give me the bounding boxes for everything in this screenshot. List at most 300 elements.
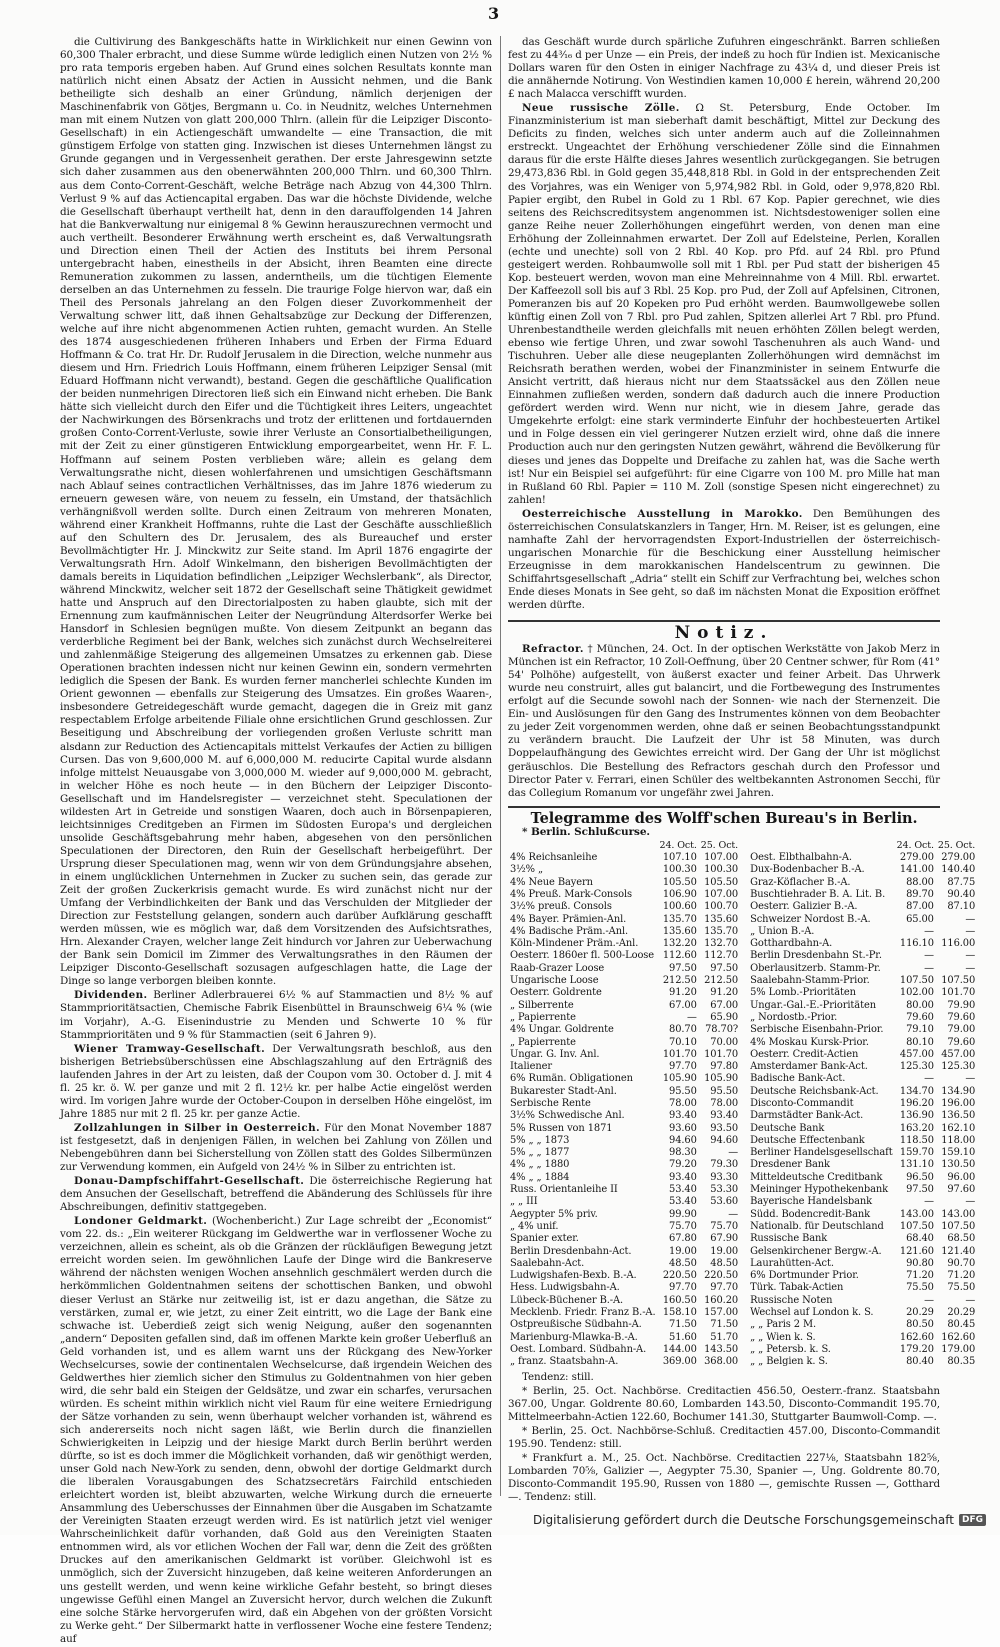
table-row — [508, 1073, 740, 1085]
security-name: Berlin Dresdenbahn St.-Pr. — [750, 950, 882, 962]
quote-value: 136.50 — [941, 1110, 976, 1122]
table-row — [748, 1344, 977, 1356]
security-name: 4% Preuß. Mark-Consols — [510, 888, 633, 900]
quote-value: 90.70 — [947, 1257, 976, 1269]
quote-value: 53.40 — [669, 1196, 697, 1208]
security-name: Gotthardbahn-A. — [750, 938, 833, 950]
quote-value: 135.60 — [662, 925, 697, 937]
quote-value: 20.29 — [906, 1307, 934, 1319]
security-name: Bayerische Handelsbank — [750, 1196, 873, 1208]
quote-value: 125.30 — [941, 1061, 976, 1073]
security-name: Buschtiehrader B. A. Lit. B. — [750, 888, 886, 900]
quote-value: — — [924, 962, 934, 974]
security-name: 4% Reichsanleihe — [510, 852, 598, 864]
security-name: Bukarester Stadt-Anl. — [510, 1085, 617, 1097]
quote-value: 107.00 — [704, 888, 739, 900]
quote-value: 279.00 — [899, 852, 934, 864]
header-cell: 25. Oct. — [700, 839, 739, 851]
quote-value: 179.20 — [899, 1343, 934, 1355]
quotation-table-right — [748, 840, 977, 1369]
quote-value: 97.70 — [669, 1282, 697, 1294]
security-name: „ Papierrente — [510, 1011, 576, 1023]
telegram-followups — [508, 1371, 940, 1504]
table-row — [748, 987, 977, 999]
table-row — [508, 889, 740, 901]
left-column — [60, 36, 492, 1647]
quote-value: 67.80 — [669, 1233, 697, 1245]
article-text: das Geschäft wurde durch spärliche Zufuhren eingeschränkt. Barren schließen fest zu 44³⁄₁₆ d per Unze — ein Preis, der indeß zu hoch für Indien ist. Mexicanische Dollars waren für den Osten in einiger Nachfrage zu 43¼ d, und dieser Preis ist die annähernde Notirung. Von Westindien kamen 10,000 £ herein, während 20,200 £ nach Malacca verschifft wurden. — [508, 36, 940, 101]
table-row — [748, 1024, 977, 1036]
notiz-heading: Notiz. — [508, 620, 940, 640]
security-name: 6% Dortmunder Prior. — [750, 1270, 859, 1282]
quote-value: 79.60 — [906, 1011, 934, 1023]
table-row — [748, 950, 977, 962]
right-article — [508, 36, 940, 101]
quote-value: 70.00 — [710, 1036, 739, 1048]
article-text: Den Bemühungen des österreichischen Consulatskanzlers in Tanger, Hrn. M. Reiser, ist es gelungen, eine namhafte Zahl der hervorragendsten Export-Industriellen der österreichisch-ungarischen Monarchie für die Beschickung einer Ausstellung heimischer Erzeugnisse in dem marokkanischen Handelscentrum zu gewinnen. Die Schiffahrtsgesellschaft „Adria“ stellt ein Schiff zur Verfrachtung bei, welches schon Ende dieses Monats in See geht, so daß im nächsten Monat die Exposition eröffnet werden dürfte. — [508, 507, 940, 612]
table-row — [748, 1356, 977, 1368]
quote-value: 51.60 — [669, 1331, 697, 1343]
quote-value: 93.50 — [710, 1122, 739, 1134]
quote-value: 98.30 — [669, 1147, 697, 1159]
quote-value: 93.40 — [669, 1110, 697, 1122]
quote-value: 53.40 — [669, 1184, 697, 1196]
table-row — [748, 1221, 977, 1233]
quote-value: 67.00 — [710, 999, 739, 1011]
quote-value: 75.50 — [947, 1282, 976, 1294]
quote-value: 95.50 — [669, 1085, 697, 1097]
quote-value: — — [965, 1073, 976, 1085]
table-header — [748, 840, 977, 852]
quote-value: 94.60 — [710, 1134, 739, 1146]
table-row — [508, 1307, 740, 1319]
quote-value: 101.70 — [941, 987, 976, 999]
quote-value: 157.00 — [704, 1307, 739, 1319]
table-row — [508, 852, 740, 864]
quote-value: — — [965, 925, 976, 937]
dfg-logo-icon: DFG — [959, 1514, 986, 1526]
table-row — [748, 1123, 977, 1135]
quote-value: 116.00 — [941, 938, 976, 950]
table-row — [508, 914, 740, 926]
notiz-text: † München, 24. Oct. In der optischen Werkstätte von Jakob Merz in München ist ein Refractor, 10 Zoll-Oeffnung, über 20 Centner schwer, für Rom (41° 54' Polhöhe) aufgestellt, von äußerst exacter und feiner Arbeit. Das Uhrwerk wurde neu construirt, alles gut balancirt, und die Fortbewegung des Instrumentes erfolgt auf die Secunde sowohl nach der Sonnen- wie nach der Sternenzeit. Die Ein- und Auslösungen für den Gang des Instrumentes können von dem Beobachter zu jeder Zeit vorgenommen werden, ohne daß er seinen Beobachtungsstandpunkt zu verändern braucht. Die Laufzeit der Uhr ist 58 Minuten, was durch Doppelaufhängung des Gewichtes erreicht wird. Der Gang der Uhr ist möglichst geräuschlos. Die Bestellung des Refractors geschah durch den Professor und Director Pater v. Ferrari, einen Schüler des weltbekannten Astronomen Secchi, für das Collegium Romanum vor ungefähr zwei Jahren. — [508, 643, 940, 799]
quote-value: 96.00 — [947, 1171, 976, 1183]
quote-value: 53.30 — [710, 1184, 739, 1196]
security-name: „ „ III — [510, 1196, 538, 1208]
table-row — [508, 1221, 740, 1233]
security-name: Raab-Grazer Loose — [510, 962, 605, 974]
security-name: 4% „ „ 1880 — [510, 1159, 570, 1171]
quote-value: 99.90 — [669, 1208, 697, 1220]
table-row — [748, 1319, 977, 1331]
security-name: Darmstädter Bank-Act. — [750, 1110, 864, 1122]
quote-value: 68.50 — [947, 1233, 976, 1245]
security-name: 4% Moskau Kursk-Prior. — [750, 1036, 869, 1048]
table-row — [748, 1270, 977, 1282]
quote-value: 97.50 — [906, 1184, 934, 1196]
security-name: Mecklenb. Friedr. Franz B.-A. — [510, 1307, 656, 1319]
security-name: 3½% „ — [510, 864, 543, 876]
table-row — [508, 1233, 740, 1245]
quote-value: 116.10 — [899, 938, 934, 950]
quote-value: 100.30 — [662, 864, 697, 876]
table-row — [748, 864, 977, 876]
security-name: 3½% Schwedische Anl. — [510, 1110, 625, 1122]
quote-value: 71.50 — [710, 1319, 739, 1331]
security-name: Amsterdamer Bank-Act. — [750, 1061, 868, 1073]
quote-value: 96.50 — [906, 1171, 934, 1183]
security-name: Serbische Eisenbahn-Prior. — [750, 1024, 884, 1036]
quote-value: 75.50 — [906, 1282, 934, 1294]
quote-value: 97.70 — [710, 1282, 739, 1294]
quote-value: 179.00 — [941, 1343, 976, 1355]
security-name: Gelsenkirchener Bergw.-A. — [750, 1245, 882, 1257]
security-name: Mitteldeutsche Creditbank — [750, 1171, 883, 1183]
table-row — [508, 1098, 740, 1110]
table-row — [508, 1049, 740, 1061]
quote-value: 95.50 — [710, 1085, 739, 1097]
quote-value: 196.20 — [899, 1098, 934, 1109]
quote-value: — — [965, 962, 976, 974]
security-name: 3½% preuß. Consols — [510, 901, 612, 913]
table-row — [508, 1246, 740, 1258]
quotation-table-left — [508, 840, 740, 1369]
telegram-subheading: * Berlin. Schlußcurse. — [522, 825, 650, 838]
quote-value: 79.10 — [906, 1024, 934, 1036]
security-name: Disconto-Commandit — [750, 1098, 854, 1109]
quote-value: 67.90 — [710, 1233, 739, 1245]
security-name: Oesterr. Credit-Actien — [750, 1048, 859, 1060]
security-name: Berliner Handelsgesellschaft — [750, 1147, 893, 1159]
quote-value: 89.70 — [906, 888, 934, 900]
quote-value: 79.30 — [710, 1159, 739, 1171]
quote-value: 118.00 — [941, 1134, 976, 1146]
quote-value: 105.50 — [662, 876, 697, 888]
quote-value: 160.50 — [662, 1294, 697, 1306]
quote-value: 107.50 — [941, 1220, 976, 1232]
quote-value: 93.30 — [710, 1171, 739, 1183]
quote-value: 97.50 — [710, 962, 739, 974]
table-row — [508, 1061, 740, 1073]
quote-value: 196.00 — [941, 1098, 976, 1109]
article-heading: Oesterreichische Ausstellung in Marokko. — [522, 507, 803, 520]
quote-value: 78.70? — [705, 1024, 739, 1036]
quote-value: 87.10 — [947, 901, 976, 913]
table-row — [748, 1196, 977, 1208]
table-row — [748, 963, 977, 975]
table-row — [508, 1000, 740, 1012]
table-row — [508, 926, 740, 938]
quote-value: 130.50 — [941, 1159, 976, 1171]
quote-value: 80.40 — [906, 1356, 934, 1368]
quote-value: 100.70 — [704, 901, 739, 913]
table-row — [508, 1012, 740, 1024]
table-row — [748, 1049, 977, 1061]
quote-value: 212.50 — [704, 975, 739, 987]
left-article — [60, 1043, 492, 1121]
right-article — [508, 508, 940, 612]
quote-value: 112.70 — [704, 950, 739, 962]
quote-value: 121.60 — [899, 1245, 934, 1257]
quote-value: 94.60 — [669, 1134, 697, 1146]
table-row — [748, 1000, 977, 1012]
table-row — [748, 1184, 977, 1196]
quote-value: 107.50 — [899, 975, 934, 987]
table-row — [508, 1172, 740, 1184]
table-row — [748, 1307, 977, 1319]
security-name: Oest. Elbthalbahn-A. — [750, 852, 852, 864]
quote-value: 80.70 — [669, 1024, 697, 1036]
security-name: Spanier exter. — [510, 1233, 579, 1245]
quote-value: 80.00 — [906, 999, 934, 1011]
security-name: Italiener — [510, 1061, 552, 1073]
table-row — [508, 1159, 740, 1171]
security-name: 5% Russen von 1871 — [510, 1122, 613, 1134]
quote-value: 65.90 — [710, 1011, 739, 1023]
security-name: „ Silberrente — [510, 999, 574, 1011]
table-row — [748, 975, 977, 987]
table-row — [508, 1184, 740, 1196]
quote-value: 48.50 — [669, 1257, 697, 1269]
quote-value: 121.40 — [941, 1245, 976, 1257]
quote-value: 132.20 — [662, 938, 697, 950]
article-text: Der Verwaltungsrath beschloß, aus den bisherigen Betriebsüberschüssen eine Abschlagszahlung auf den Erträgniß des laufenden Jahres in der Art zu leisten, daß der Coupon vom 30. October d. J. mit 4 fl. 25 kr. ö. W. per ganze und mit 2 fl. 12½ kr. per halbe Actie eingelöst werden wird. Im vorigen Jahre wurde der October-Coupon in derselben Höhe eingelöst, im Jahre 1885 nur mit 2 fl. 25 kr. per ganze Actie. — [60, 1042, 492, 1120]
quote-value: 93.40 — [710, 1110, 739, 1122]
quote-value: 107.10 — [662, 852, 697, 864]
table-header — [508, 840, 740, 852]
footer-text: Digitalisierung gefördert durch die Deutsche Forschungsgemeinschaft — [532, 1513, 954, 1527]
quote-value: — — [965, 1294, 976, 1306]
table-row — [508, 864, 740, 876]
quote-value: 143.50 — [704, 1343, 739, 1355]
security-name: Hess. Ludwigsbahn-A. — [510, 1282, 620, 1294]
table-row — [748, 1233, 977, 1245]
quote-value: 78.00 — [710, 1098, 739, 1109]
page-number: 3 — [488, 4, 500, 23]
table-row — [508, 901, 740, 913]
quote-value: 91.20 — [669, 987, 697, 999]
quote-value: 79.60 — [947, 1036, 976, 1048]
footer — [533, 1513, 986, 1527]
security-name: Ostpreußische Südbahn-A. — [510, 1319, 642, 1331]
quote-value: 101.70 — [662, 1048, 697, 1060]
quote-value: 87.00 — [906, 901, 934, 913]
security-name: Deutsche Bank — [750, 1122, 825, 1134]
quote-value: 112.60 — [662, 950, 697, 962]
security-name: „ Union B.-A. — [750, 925, 815, 937]
quote-value: 457.00 — [941, 1048, 976, 1060]
article-text: Berliner Adlerbrauerei 6½ % auf Stammactien und 8½ % auf Stammprioritätsactien, Chemische Fabrik Eisenbüttel in Braunschweig 6¼ % (wie im Vorjahr), A.-G. Eisenindustrie zu Menden und Schwerte 10 % für Stammprioritäten und 9 % für Stammactien (seit 6 Jahren 9). — [60, 989, 492, 1041]
quote-value: — — [965, 1196, 976, 1208]
quote-value: — — [728, 1208, 739, 1220]
table-row — [508, 987, 740, 999]
quote-value: 135.70 — [662, 913, 697, 925]
quote-value: 97.50 — [669, 962, 697, 974]
quote-value: 93.60 — [669, 1122, 697, 1134]
quote-value: 75.70 — [669, 1220, 697, 1232]
table-row — [508, 1037, 740, 1049]
telegram-item: * Berlin, 25. Oct. Nachbörse-Schluß. Creditactien 457.00, Disconto-Commandit 195.90. Tendenz: still. — [508, 1424, 940, 1450]
quote-value: 71.20 — [906, 1270, 934, 1282]
security-name: Berlin Dresdenbahn-Act. — [510, 1245, 632, 1257]
telegram-item: Tendenz: still. — [522, 1370, 594, 1383]
table-row — [748, 852, 977, 864]
table-row — [748, 1258, 977, 1270]
table-row — [508, 1209, 740, 1221]
right-articles — [508, 36, 940, 612]
table-row — [748, 1246, 977, 1258]
security-name: Oesterr. Goldrente — [510, 987, 602, 999]
quote-value: 80.35 — [947, 1356, 976, 1368]
table-row — [748, 1037, 977, 1049]
security-name: Dux-Bodenbacher B.-A. — [750, 864, 865, 876]
quote-value: 90.80 — [906, 1257, 934, 1269]
table-row — [508, 975, 740, 987]
quote-value: 102.00 — [899, 987, 934, 999]
quote-value: 140.40 — [941, 864, 976, 876]
quote-value: 136.90 — [899, 1110, 934, 1122]
table-row — [508, 1332, 740, 1344]
quote-value: 67.00 — [669, 999, 697, 1011]
table-row — [508, 1282, 740, 1294]
security-name: Aegypter 5% priv. — [510, 1208, 598, 1220]
security-name: Russ. Orientanleihe II — [510, 1184, 618, 1196]
table-row — [748, 901, 977, 913]
table-row — [748, 914, 977, 926]
security-name: „ Nordostb.-Prior. — [750, 1011, 838, 1023]
security-name: Köln-Mindener Präm.-Anl. — [510, 938, 639, 950]
quote-value: 79.20 — [669, 1159, 697, 1171]
table-row — [748, 1061, 977, 1073]
article-text: die Cultivirung des Bankgeschäfts hatte in Wirklichkeit nur einen Gewinn von 60,300 Thaler erbracht, und diese Summe würde lediglich einen Nutzen von 2½ % pro rata temporis ergeben haben. Auf Grund eines solchen Resultats konnte man natürlich nicht einen Absatz der Actien in Aussicht nehmen, und die Bank betheiligte sich deshalb an einer Gründung, nämlich derjenigen der Maschinenfabrik von Götjes, Bergmann u. Co. in Neudnitz, welches Unternehmen man mit einem Nutzen von glatt 200,000 Thlrn. (allein für die Leipziger Disconto-Gesellschaft) in ein Actiengeschäft umwandelte — eine Transaction, die mit günstigem Erfolge von statten ging. Inzwischen ist dieses Unternehmen längst zu Grunde gegangen und in Vergessenheit gerathen. Der erste Jahresgewinn setzte sich daher zusammen aus den obenerwähnten 200,000 Thlrn. und 60,300 Thlrn. aus dem Conto-Corrent-Geschäft, welche Beträge nach Abzug von 44,300 Thlrn. Verlust 9 % auf das Actiencapital ergaben. Das war die höchste Dividende, welche die Gesellschaft überhaupt vertheilt hat, denn in den darauffolgenden 14 Jahren hat die Bankverwaltung nur einigemal 8 % Gewinn herauszurechnen vermocht und auch vertheilt. Besonderer Erwähnung werth erscheint es, daß Verwaltungsrath und Direction einen Theil der Actien des Instituts bei ihrem Personal untergebracht haben, einestheils in der Absicht, ihren Beamten eine directe Remuneration zukommen zu lassen, anderntheils, um die tüchtigen Elemente derselben an das Unternehmen zu fesseln. Die traurige Folge hiervon war, daß ein Theil des Personals jahrelang an den Folgen dieser Zuvorkommenheit der Verwaltung schwer litt, daß ihnen Gehaltsabzüge zur Deckung der Differenzen, welche auf ihre nicht abgenommenen Actien ruhten, gemacht wurden. An Stelle des 1874 ausgeschiedenen früheren Inhabers und Erben der Firma Eduard Hoffmann & Co. trat Hr. Dr. Rudolf Jerusalem in die Direction, welche nunmehr aus diesem und Hrn. Friedrich Louis Hoffmann, einem früheren Leipziger Sensal (mit Eduard Hoffmann nicht verwandt), bestand. Gegen die geschäftliche Qualification der beiden nunmehrigen Directoren ließ sich ein Einwand nicht erheben. Die Bank hätte sich vielleicht durch den Eifer und die Tüchtigkeit ihres Leiters, ungeachtet der Nachwirkungen des Börsenkrachs und trotz der erlittenen und fortdauernden großen Conto-Corrent-Verluste, sowie ihrer Verluste an Consortialbetheiligungen, mit der Zeit zu einer günstigeren Entwicklung emporgearbeitet, wenn Hr. F. L. Hoffmann auf seinem Posten verblieben wäre; allein es gelang dem Verwaltungsrathe nicht, diesen wohlerfahrenen und umsichtigen Geschäftsmann nach Ablauf seines contractlichen Verhältnisses, das im Jahre 1876 wiederum zu erneuern gewesen wäre, von neuem zu fesseln, ein Umstand, der thatsächlich verhängnißvoll werden sollte. Durch einen Zeitraum von mehreren Monaten, während einer Krankheit Hoffmanns, ruhte die Last der Geschäfte ausschließlich auf den Schultern des Dr. Jerusalem, des als Bureauchef und erster Bevollmächtigter Hr. J. Minckwitz zur Seite stand. Im April 1876 engagirte der Verwaltungsrath Hrn. Adolf Winkelmann, den bisherigen Bevollmächtigten der damals bereits in Liquidation befindlichen „Leipziger Wechslerbank“, als Director, während Minckwitz, welcher seit 1872 der Gesellschaft seine Thätigkeit gewidmet hatte und Anspruch auf den Directorialposten zu haben glaubte, sich mit der Ernennung zum kaufmännischen Leiter der Neugründung Alterdsorfer Werke bei Hansdorf in Schlesien begnügen mußte. Von diesem Zeitpunkt an begann das verderbliche Regiment bei der Bank, welches sich zunächst durch Wechselreiterei und zahlenmäßige Steigerung des allgemeinen Umsatzes zu erkennen gab. Diese Operationen brachten indessen nicht nur keinen Gewinn ein, sondern vermehrten lediglich die Spesen der Bank. Es wurden ferner mancherlei schlechte Kunden im Orient gewonnen — ebenfalls zur Steigerung des Umsatzes. Ein großes Waaren-, insbesondere Getreidegeschäft wurde gemacht, dagegen die in Greiz mit ganz respectablem Erfolge arbeitende Filiale ohne ersichtlichen Grund geschlossen. Zur Beseitigung und Abschreibung der vorliegenden großen Verluste schritt man alsdann zur Reduction des Actiencapitals mittelst Verkaufes der Actien zu billigen Cursen. Das von 9,600,000 M. auf 6,000,000 M. reducirte Capital wurde alsdann infolge mittelst Neuausgabe von 3,000,000 M. wieder auf 9,000,000 M. gebracht, in welcher Höhe es noch heute — in den Büchern der Leipziger Disconto-Gesellschaft und im Handelsregister — verzeichnet steht. Speculationen der wildesten Art in Getreide und sonstigen Waaren, doch auch in Börsenpapieren, leichtsinniges Creditgeben an Firmen im Südosten Europa's und dergleichen unsolide Geschäftsgebahrung mehr haben, abgesehen von den persönlichen Speculationen der Directoren, den Ruin der Gesellschaft herbeigeführt. Der Ursprung dieser Speculationen mag, wenn wir von dem Gründungsjahre absehen, in einem unglücklichen Unternehmen in Zucker zu suchen sein, das gerade zur Zeit der großen Zuckerkrisis gemacht wurde. Es wird zunächst nicht nur der Umfang der Verbindlichkeiten der Bank und das Verschulden der Mitglieder der Direction zur Feststellung gelangen, sondern auch darüber Aufklärung geschafft werden müssen, wie es möglich war, daß dem Vorsitzenden des Aufsichtsrathes, Hrn. Alexander Crayen, welcher lange Zeit hindurch vor Jahren zur Ueberwachung der Bank sein Domicil im Zimmer des Verwaltungsrathes in den Räumen der Leipziger Disconto-Gesellschaft sozusagen aufgeschlagen hatte, die Lage der Dinge so lange verborgen bleiben konnte. — [60, 36, 492, 988]
security-name: Ludwigshafen-Bexb. B.-A. — [510, 1270, 637, 1282]
security-name: Saalebahn-Act. — [510, 1257, 585, 1269]
security-name: Nationalb. für Deutschland — [750, 1220, 884, 1232]
quote-value: 90.40 — [947, 888, 976, 900]
security-name: Meininger Hypothekenbank — [750, 1184, 889, 1196]
table-row — [748, 926, 977, 938]
table-row — [748, 1282, 977, 1294]
security-name: Marienburg-Mlawka-B.-A. — [510, 1331, 638, 1343]
security-name: Russische Bank — [750, 1233, 828, 1245]
security-name: 4% „ „ 1884 — [510, 1171, 570, 1183]
quote-value: 457.00 — [899, 1048, 934, 1060]
header-cell — [748, 840, 895, 852]
security-name: Russische Noten — [750, 1294, 833, 1306]
quote-value: 163.20 — [899, 1122, 934, 1134]
right-article — [508, 102, 940, 506]
quote-value: 144.00 — [662, 1343, 697, 1355]
quote-value: 162.60 — [941, 1331, 976, 1343]
quote-value: — — [924, 1196, 934, 1208]
security-name: „ Papierrente — [510, 1036, 576, 1048]
security-name: 5% Lomb.-Prioritäten — [750, 987, 856, 999]
quote-value: 107.50 — [899, 1220, 934, 1232]
article-heading: Londoner Geldmarkt. — [74, 1215, 208, 1228]
table-row — [508, 1147, 740, 1159]
security-name: Badische Bank-Act. — [750, 1073, 846, 1085]
security-name: Schweizer Nordost B.-A. — [750, 913, 871, 925]
security-name: „ „ Paris 2 M. — [750, 1319, 817, 1331]
quote-value: 131.10 — [899, 1159, 934, 1171]
quote-value: 162.60 — [899, 1331, 934, 1343]
quote-value: 143.00 — [899, 1208, 934, 1220]
table-row — [748, 1209, 977, 1221]
table-row — [748, 938, 977, 950]
quote-value: 71.20 — [947, 1270, 976, 1282]
quote-value: 65.00 — [906, 913, 934, 925]
quote-value: 80.10 — [906, 1036, 934, 1048]
quote-value: 159.70 — [899, 1147, 934, 1159]
table-row — [508, 950, 740, 962]
quote-value: 220.50 — [704, 1270, 739, 1282]
security-name: 4% Neue Bayern — [510, 876, 593, 888]
table-row — [748, 877, 977, 889]
security-name: „ „ Petersb. k. S. — [750, 1343, 831, 1355]
quote-value: 68.40 — [906, 1233, 934, 1245]
table-row — [508, 938, 740, 950]
security-name: Oberlausitzerb. Stamm-Pr. — [750, 962, 881, 974]
quote-value: — — [687, 1011, 697, 1023]
table-row — [748, 1135, 977, 1147]
article-text: (Wochenbericht.) Zur Lage schreibt der „Economist“ vom 22. ds.: „Ein weiterer Rückgang im Geldwerthe war in verflossener Woche zu verzeichnen, allein es scheint, als ob die Gränzen der rückläufigen Bewegung jetzt erreicht worden seien. Im gewöhnlichen Laufe der Dinge wird die Bankreserve während der nächsten wenigen Wochen ansehnlich geschmälert werden durch die herkömmlichen Goldentnahmen seitens der schottischen Banken, und obwohl dieser Verlust an Stärke nur zeitweilig ist, ist er dazu angethan, die Sätze zu verstärken, zumal er, wie jetzt, zu einer Zeit eintritt, wo die Lage der Bank eine schwache ist. Ueberdieß zeigt sich wenig Neigung, außer den sogenannten „andern“ Depositen gefallen sind, daß im offenen Markte kein großer Ueberfluß an Geld vorhanden ist, und es allem warnt uns der Rückgang des New-Yorker Wechselcurses, sowie der continentalen Wechselcurse, daß irgendein Weichen des Geldwerthes hier ziemlich sicher den Stimulus zu Goldentnahmen von hier geben wird, die sehr bald ein Steigen der Geldsätze, und zwar ein scharfes, verursachen würden. Es scheint mithin wirklich nicht viel Raum für eine weitere Erniedrigung der Sätze vorhanden zu sein, wenn überhaupt welcher vorhanden ist, während es sich andererseits noch nicht sagen läßt, wie Berlin durch die finanziellen Schwierigkeiten in Leipzig und der hiesige Markt durch Berlin berührt werden dürfte, so ist es doch immer die Möglichkeit vorhanden, daß wir genöthigt werden, unser Gold nach New-York zu senden, denn, obwohl der dortige Geldmarkt durch die liberalen Vorausgabungen des Schatzsecretärs Fairchild entschieden erleichtert worden ist, bleibt abzuwarten, welche Wirkung durch die erneuerte Ansammlung des Ueberschusses der Einnahmen über die Ausgaben im Schatzamte der Vereinigten Staaten erzeugt werden wird. Es ist natürlich jetzt viel weniger Wahrscheinlichkeit dafür vorhanden, daß Gold aus den Vereinigten Staaten entnommen wird, als vor etlichen Wochen der Fall war, denn die Zeit des größten Druckes auf den amerikanischen Geldmarkt ist vorüber. Gleichwohl ist es unmöglich, sich der Zuversicht hinzugeben, daß keine weiteren Anforderungen an uns gestellt werden, und wenn keine wirkliche Gefahr besteht, so bringt dieses ungewisse Gefühl einen Mangel an Zuversicht hervor, durch welchen die Zukunft eine solche Stärke hervorgerufen wird, daß ein Abgehen von der größten Vorsicht zu Werke geht.“ Der Silbermarkt hatte in verflossener Woche eine festere Tendenz; auf — [60, 1215, 492, 1645]
security-name: 4% Ungar. Goldrente — [510, 1024, 614, 1036]
quote-value: 75.70 — [710, 1220, 739, 1232]
table-row — [748, 1110, 977, 1122]
left-article — [60, 1175, 492, 1214]
table-row — [508, 1356, 740, 1368]
quote-value: — — [965, 950, 976, 962]
table-row — [748, 1159, 977, 1171]
quote-value: 88.00 — [906, 876, 934, 888]
quote-value: 220.50 — [662, 1270, 697, 1282]
table-row — [508, 963, 740, 975]
security-name: 5% „ „ 1877 — [510, 1147, 570, 1159]
table-row — [508, 1135, 740, 1147]
quote-value: 101.70 — [704, 1048, 739, 1060]
quote-value: 100.30 — [704, 864, 739, 876]
quote-value: — — [924, 925, 934, 937]
quotation-tables — [508, 839, 976, 1369]
quote-value: 20.29 — [947, 1307, 976, 1319]
article-heading: Dividenden. — [74, 989, 148, 1002]
quote-value: 159.10 — [941, 1147, 976, 1159]
quote-value: 134.90 — [941, 1085, 976, 1097]
quote-value: — — [924, 1294, 934, 1306]
left-article — [60, 1122, 492, 1174]
article-text: Die österreichische Regierung hat dem Ansuchen der Gesellschaft, betreffend die Abänderung des Schlüssels für ihre Abschreibungen, definitiv stattgegeben. — [60, 1175, 492, 1214]
security-name: Saalebahn-Stamm-Prior. — [750, 975, 870, 987]
table-row — [748, 1332, 977, 1344]
security-name: 5% „ „ 1873 — [510, 1134, 570, 1146]
telegram-heading: Telegramme des Wolff'schen Bureau's in Berlin. — [508, 806, 940, 825]
quote-value: 97.60 — [947, 1184, 976, 1196]
quote-value: 125.30 — [899, 1061, 934, 1073]
security-name: 6% Rumän. Obligationen — [510, 1073, 633, 1085]
right-column — [508, 36, 976, 1505]
quote-value: 368.00 — [704, 1356, 739, 1368]
security-name: Graz-Köflacher B.-A. — [750, 876, 851, 888]
header-cell — [508, 840, 658, 852]
quote-value: 97.80 — [710, 1061, 739, 1073]
security-name: „ „ Belgien k. S. — [750, 1356, 828, 1368]
quote-value: 158.10 — [662, 1307, 697, 1319]
security-name: Dresdener Bank — [750, 1159, 830, 1171]
quote-value: 48.50 — [710, 1257, 739, 1269]
article-heading: Wiener Tramway-Gesellschaft. — [74, 1042, 266, 1055]
quote-value: 105.90 — [704, 1073, 739, 1085]
table-row — [748, 1147, 977, 1159]
